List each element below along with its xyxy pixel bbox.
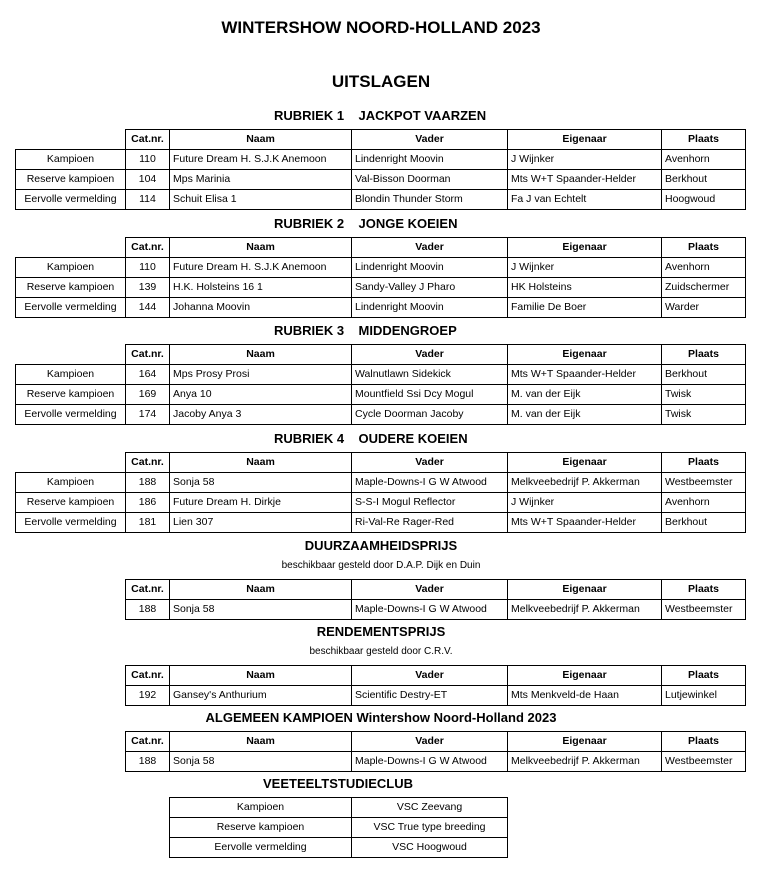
plaats-cell: Twisk <box>662 405 746 425</box>
plaats-cell: Berkhout <box>662 170 746 190</box>
vader-cell: Lindenright Moovin <box>352 258 508 278</box>
eigenaar-cell: Mts W+T Spaander-Helder <box>508 170 662 190</box>
naam-cell: Mps Marinia <box>170 170 352 190</box>
cat-nr-cell: 110 <box>126 258 170 278</box>
rubriek-table-3 <box>15 344 746 425</box>
naam-cell: Future Dream H. S.J.K Anemoon <box>170 150 352 170</box>
plaats-cell: Twisk <box>662 385 746 405</box>
plaats-cell: Westbeemster <box>662 752 746 772</box>
naam-cell: Sonja 58 <box>170 600 352 620</box>
table-row <box>170 838 508 858</box>
rank-cell: Reserve kampioen <box>16 385 126 405</box>
vader-cell: Mountfield Ssi Dcy Mogul <box>352 385 508 405</box>
column-header-eigenaar: Eigenaar <box>508 238 662 258</box>
column-header-eigenaar: Eigenaar <box>508 345 662 365</box>
column-header-naam: Naam <box>170 345 352 365</box>
vader-cell: Maple-Downs-I G W Atwood <box>352 473 508 493</box>
table-row <box>16 405 746 425</box>
prize-heading-1: DUURZAAMHEIDSPRIJS <box>304 538 458 553</box>
column-header-vader: Vader <box>352 666 508 686</box>
vader-cell: S-S-I Mogul Reflector <box>352 493 508 513</box>
column-header-vader: Vader <box>352 732 508 752</box>
eigenaar-cell: HK Holsteins <box>508 278 662 298</box>
vader-cell: Blondin Thunder Storm <box>352 190 508 210</box>
rubriek-heading-1: RUBRIEK 1 JACKPOT VAARZEN <box>274 108 487 123</box>
naam-cell: Schuit Elisa 1 <box>170 190 352 210</box>
plaats-cell: Westbeemster <box>662 473 746 493</box>
column-header-catnr: Cat.nr. <box>126 732 170 752</box>
vader-cell: Sandy-Valley J Pharo <box>352 278 508 298</box>
cat-nr-cell: 174 <box>126 405 170 425</box>
rank-cell: Eervolle vermelding <box>16 190 126 210</box>
rubriek-heading-2: RUBRIEK 2 JONGE KOEIEN <box>274 216 458 231</box>
vader-cell: Lindenright Moovin <box>352 298 508 318</box>
naam-cell: Anya 10 <box>170 385 352 405</box>
naam-cell: Johanna Moovin <box>170 298 352 318</box>
eigenaar-cell: M. van der Eijk <box>508 405 662 425</box>
prize-note: beschikbaar gesteld door C.R.V. <box>309 646 453 657</box>
table-row <box>16 278 746 298</box>
studieclub-table <box>169 797 508 858</box>
vader-cell: Val-Bisson Doorman <box>352 170 508 190</box>
naam-cell: Future Dream H. S.J.K Anemoon <box>170 258 352 278</box>
page-title: WINTERSHOW NOORD-HOLLAND 2023 <box>221 18 541 37</box>
rank-cell: Kampioen <box>170 798 352 818</box>
column-header-plaats: Plaats <box>662 130 746 150</box>
naam-cell: Sonja 58 <box>170 473 352 493</box>
table-row <box>16 258 746 278</box>
rank-cell: Eervolle vermelding <box>16 405 126 425</box>
vader-cell: Maple-Downs-I G W Atwood <box>352 600 508 620</box>
cat-nr-cell: 110 <box>126 150 170 170</box>
eigenaar-cell: Fa J van Echtelt <box>508 190 662 210</box>
club-cell: VSC Zeevang <box>352 798 508 818</box>
cat-nr-cell: 186 <box>126 493 170 513</box>
prize-heading-3: ALGEMEEN KAMPIOEN Wintershow Noord-Holland 2023 <box>205 710 557 725</box>
naam-cell: Future Dream H. Dirkje <box>170 493 352 513</box>
column-header-plaats: Plaats <box>662 732 746 752</box>
rubriek-table-4 <box>15 452 746 533</box>
plaats-cell: Avenhorn <box>662 493 746 513</box>
table-row <box>16 298 746 318</box>
studieclub-heading: VEETEELTSTUDIECLUB <box>263 776 413 791</box>
column-header-naam: Naam <box>170 666 352 686</box>
vader-cell: Lindenright Moovin <box>352 150 508 170</box>
column-header-plaats: Plaats <box>662 453 746 473</box>
naam-cell: Sonja 58 <box>170 752 352 772</box>
eigenaar-cell: J Wijnker <box>508 258 662 278</box>
club-cell: VSC Hoogwoud <box>352 838 508 858</box>
header-row <box>126 732 746 752</box>
table-row <box>16 493 746 513</box>
header-row <box>126 666 746 686</box>
table-row <box>16 513 746 533</box>
header-blank <box>16 453 126 473</box>
column-header-eigenaar: Eigenaar <box>508 580 662 600</box>
rank-cell: Kampioen <box>16 150 126 170</box>
naam-cell: Jacoby Anya 3 <box>170 405 352 425</box>
header-blank <box>16 238 126 258</box>
eigenaar-cell: J Wijnker <box>508 493 662 513</box>
vader-cell: Maple-Downs-I G W Atwood <box>352 752 508 772</box>
prize-table-1 <box>125 579 746 620</box>
plaats-cell: Avenhorn <box>662 150 746 170</box>
column-header-vader: Vader <box>352 453 508 473</box>
table-row <box>16 170 746 190</box>
column-header-plaats: Plaats <box>662 580 746 600</box>
table-row <box>126 686 746 706</box>
eigenaar-cell: Mts Menkveld-de Haan <box>508 686 662 706</box>
rank-cell: Reserve kampioen <box>16 278 126 298</box>
table-row <box>126 600 746 620</box>
table-row <box>16 385 746 405</box>
eigenaar-cell: Mts W+T Spaander-Helder <box>508 513 662 533</box>
column-header-catnr: Cat.nr. <box>126 130 170 150</box>
rank-cell: Eervolle vermelding <box>170 838 352 858</box>
header-blank <box>16 130 126 150</box>
column-header-naam: Naam <box>170 732 352 752</box>
rubriek-heading-4: RUBRIEK 4 OUDERE KOEIEN <box>274 431 468 446</box>
eigenaar-cell: Melkveebedrijf P. Akkerman <box>508 600 662 620</box>
club-cell: VSC True type breeding <box>352 818 508 838</box>
naam-cell: Mps Prosy Prosi <box>170 365 352 385</box>
table-row <box>16 473 746 493</box>
header-row <box>126 580 746 600</box>
eigenaar-cell: Melkveebedrijf P. Akkerman <box>508 752 662 772</box>
plaats-cell: Berkhout <box>662 365 746 385</box>
rubriek-table-2 <box>15 237 746 318</box>
plaats-cell: Avenhorn <box>662 258 746 278</box>
vader-cell: Walnutlawn Sidekick <box>352 365 508 385</box>
table-row <box>170 818 508 838</box>
column-header-naam: Naam <box>170 580 352 600</box>
eigenaar-cell: Mts W+T Spaander-Helder <box>508 365 662 385</box>
eigenaar-cell: J Wijnker <box>508 150 662 170</box>
cat-nr-cell: 192 <box>126 686 170 706</box>
table-row <box>126 752 746 772</box>
cat-nr-cell: 188 <box>126 752 170 772</box>
prize-table-3 <box>125 731 746 772</box>
vader-cell: Cycle Doorman Jacoby <box>352 405 508 425</box>
prize-note: beschikbaar gesteld door D.A.P. Dijk en Duin <box>281 560 481 571</box>
column-header-naam: Naam <box>170 238 352 258</box>
plaats-cell: Berkhout <box>662 513 746 533</box>
header-row <box>16 453 746 473</box>
cat-nr-cell: 114 <box>126 190 170 210</box>
naam-cell: H.K. Holsteins 16 1 <box>170 278 352 298</box>
cat-nr-cell: 188 <box>126 473 170 493</box>
table-row <box>16 190 746 210</box>
rank-cell: Reserve kampioen <box>16 493 126 513</box>
cat-nr-cell: 181 <box>126 513 170 533</box>
rank-cell: Kampioen <box>16 473 126 493</box>
column-header-vader: Vader <box>352 238 508 258</box>
rank-cell: Kampioen <box>16 258 126 278</box>
plaats-cell: Lutjewinkel <box>662 686 746 706</box>
plaats-cell: Westbeemster <box>662 600 746 620</box>
rank-cell: Reserve kampioen <box>170 818 352 838</box>
vader-cell: Ri-Val-Re Rager-Red <box>352 513 508 533</box>
column-header-catnr: Cat.nr. <box>126 345 170 365</box>
column-header-vader: Vader <box>352 580 508 600</box>
plaats-cell: Warder <box>662 298 746 318</box>
header-row <box>16 238 746 258</box>
naam-cell: Lien 307 <box>170 513 352 533</box>
cat-nr-cell: 139 <box>126 278 170 298</box>
column-header-plaats: Plaats <box>662 345 746 365</box>
prize-heading-2: RENDEMENTSPRIJS <box>316 624 446 639</box>
naam-cell: Gansey's Anthurium <box>170 686 352 706</box>
rank-cell: Reserve kampioen <box>16 170 126 190</box>
eigenaar-cell: Familie De Boer <box>508 298 662 318</box>
vader-cell: Scientific Destry-ET <box>352 686 508 706</box>
table-row <box>170 798 508 818</box>
cat-nr-cell: 104 <box>126 170 170 190</box>
header-row <box>16 130 746 150</box>
rubriek-heading-3: RUBRIEK 3 MIDDENGROEP <box>274 323 457 338</box>
prize-table-2 <box>125 665 746 706</box>
column-header-vader: Vader <box>352 345 508 365</box>
table-row <box>16 150 746 170</box>
column-header-catnr: Cat.nr. <box>126 453 170 473</box>
header-blank <box>16 345 126 365</box>
cat-nr-cell: 169 <box>126 385 170 405</box>
plaats-cell: Hoogwoud <box>662 190 746 210</box>
column-header-vader: Vader <box>352 130 508 150</box>
cat-nr-cell: 144 <box>126 298 170 318</box>
column-header-naam: Naam <box>170 130 352 150</box>
column-header-naam: Naam <box>170 453 352 473</box>
column-header-plaats: Plaats <box>662 238 746 258</box>
column-header-plaats: Plaats <box>662 666 746 686</box>
table-row <box>16 365 746 385</box>
column-header-eigenaar: Eigenaar <box>508 130 662 150</box>
cat-nr-cell: 164 <box>126 365 170 385</box>
rank-cell: Eervolle vermelding <box>16 513 126 533</box>
column-header-catnr: Cat.nr. <box>126 666 170 686</box>
plaats-cell: Zuidschermer <box>662 278 746 298</box>
rubriek-table-1 <box>15 129 746 210</box>
column-header-catnr: Cat.nr. <box>126 238 170 258</box>
column-header-eigenaar: Eigenaar <box>508 666 662 686</box>
column-header-eigenaar: Eigenaar <box>508 732 662 752</box>
eigenaar-cell: Melkveebedrijf P. Akkerman <box>508 473 662 493</box>
rank-cell: Kampioen <box>16 365 126 385</box>
eigenaar-cell: M. van der Eijk <box>508 385 662 405</box>
column-header-eigenaar: Eigenaar <box>508 453 662 473</box>
page-subtitle: UITSLAGEN <box>331 72 431 91</box>
cat-nr-cell: 188 <box>126 600 170 620</box>
column-header-catnr: Cat.nr. <box>126 580 170 600</box>
header-row <box>16 345 746 365</box>
rank-cell: Eervolle vermelding <box>16 298 126 318</box>
